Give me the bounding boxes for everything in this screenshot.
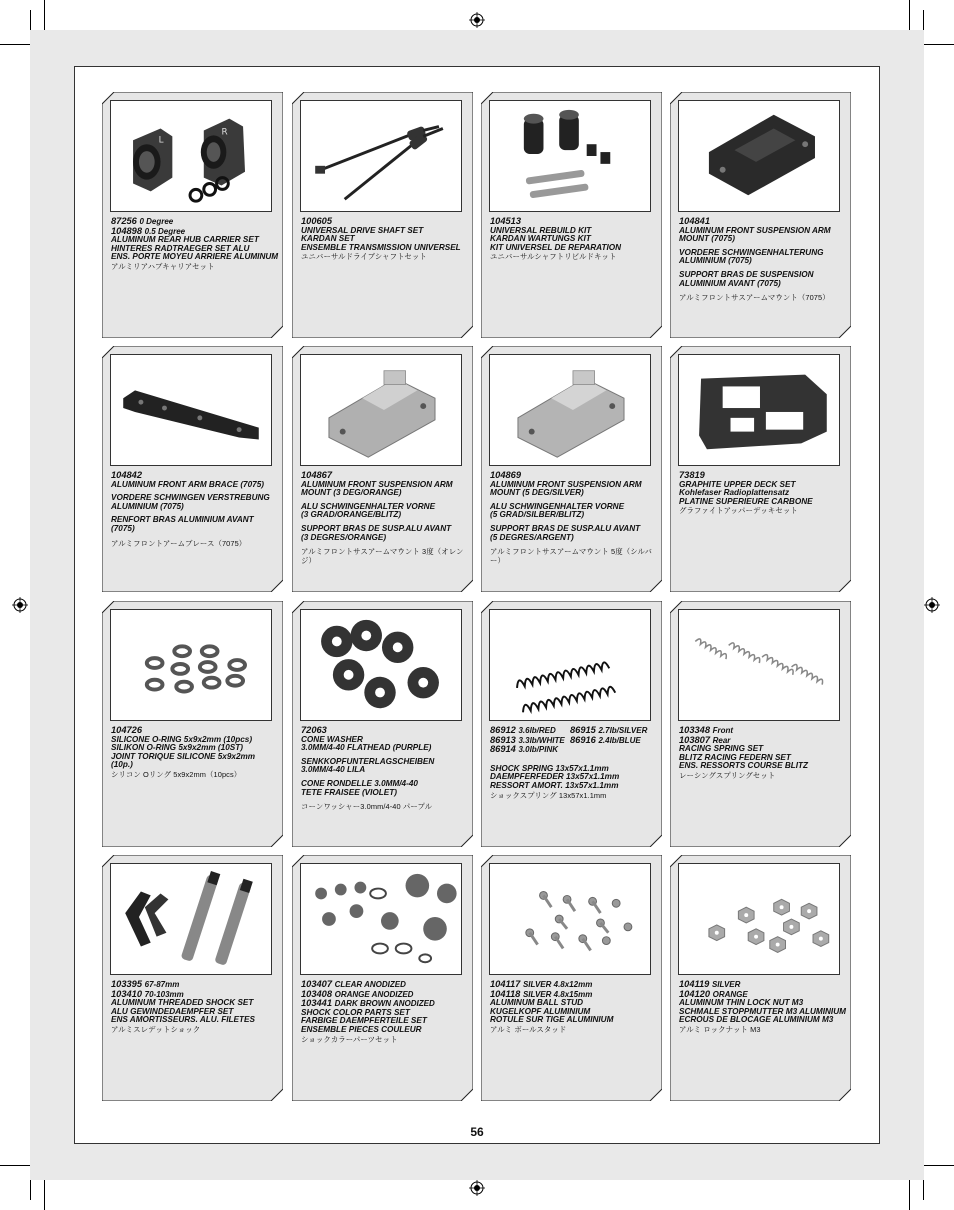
product-photo-drive-shaft (300, 100, 462, 212)
product-card (481, 346, 662, 592)
product-description: (5 DEGRES/ARGENT) (490, 532, 574, 542)
product-photo-arm-mount-3deg (300, 354, 462, 466)
product-description: TETE FRAISEE (VIOLET) (301, 787, 397, 797)
crop-mark (909, 1180, 910, 1210)
product-description: GRAPHITE UPPER DECK SET (679, 479, 796, 489)
part-number: 103410 (111, 988, 143, 999)
part-number: 104513 (490, 216, 522, 226)
product-description: ENSEMBLE TRANSMISSION UNIVERSEL (301, 242, 461, 252)
part-variant: DARK BROWN ANODIZED (334, 999, 435, 1009)
part-number: 86915 (570, 725, 596, 735)
part-number: 104841 (679, 216, 711, 226)
part-number: 100605 (301, 216, 333, 226)
product-description: SHOCK SPRING 13x57x1.1mm (490, 763, 609, 773)
product-description: UNIVERSAL DRIVE SHAFT SET (301, 225, 424, 235)
product-photo-racing-springs (678, 609, 840, 721)
part-variant: Rear (712, 735, 731, 745)
product-text (301, 726, 469, 811)
part-variant: 2.4lb/BLUE (598, 735, 641, 745)
product-description: 3.0MM/4-40 LILA (301, 765, 366, 775)
crop-mark (44, 0, 45, 30)
crop-mark (0, 1165, 30, 1166)
part-variant: SILVER (711, 980, 741, 989)
product-description: BLITZ RACING FEDERN SET (679, 752, 791, 762)
japanese-description: アルミ ボールスタッド (490, 1024, 567, 1034)
part-number: 104119 (679, 979, 710, 989)
product-description: ALU SCHWINGENHALTER VORNE (301, 501, 436, 511)
product-photo-upper-deck (678, 354, 840, 466)
page-number: 56 (470, 1125, 484, 1139)
product-photo-shock-springs (489, 609, 651, 721)
product-description: SUPPORT BRAS DE SUSP.ALU AVANT (301, 523, 452, 533)
japanese-description: シリコン Oリング 5x9x2mm（10pcs） (111, 769, 242, 779)
product-description: ALUMINUM THREADED SHOCK SET (111, 998, 254, 1008)
part-variant: 0.5 Degree (144, 226, 186, 236)
product-text (679, 217, 847, 302)
product-text (490, 980, 658, 1034)
crop-mark (924, 44, 954, 45)
part-number: 103407 (301, 979, 333, 989)
part-variant: 2.7lb/SILVER (598, 726, 648, 735)
part-variant: Front (712, 726, 734, 735)
product-description: ROTULE SUR TIGE ALUMINIUM (490, 1015, 614, 1025)
crop-mark (924, 1165, 954, 1166)
part-number: 104869 (490, 470, 522, 480)
product-description: ALU SCHWINGENHALTER VORNE (490, 501, 625, 511)
product-description: UNIVERSAL REBUILD KIT (490, 225, 592, 235)
product-description: ALUMINUM FRONT SUSPENSION ARM (301, 479, 453, 489)
part-number: 103441 (301, 998, 333, 1009)
product-card (670, 855, 851, 1101)
product-description: SHOCK COLOR PARTS SET (301, 1007, 410, 1017)
product-description: VORDERE SCHWINGEN VERSTREBUNG (111, 493, 270, 503)
product-description: SUPPORT BRAS DE SUSP.ALU AVANT (490, 523, 641, 533)
product-photo-rebuild-kit (489, 100, 651, 212)
part-variant: 67-87mm (144, 980, 180, 989)
crop-mark (30, 10, 31, 30)
part-number: 86913 (490, 734, 516, 745)
product-photo-front-arm-mount (678, 100, 840, 212)
part-number: 104726 (111, 725, 143, 735)
japanese-description: アルミスレデットショック (111, 1024, 201, 1034)
product-description: SCHMALE STOPPMUTTER M3 ALUMINIUM (679, 1006, 846, 1016)
product-text (301, 217, 469, 261)
part-number: 104118 (490, 988, 521, 999)
product-description: PLATINE SUPERIEURE CARBONE (679, 496, 813, 506)
part-variant: CLEAR ANODIZED (334, 980, 406, 989)
product-description: ENS AMORTISSEURS. ALU. FILETES (111, 1015, 255, 1025)
product-card (102, 855, 283, 1101)
product-photo-arm-brace (110, 354, 272, 466)
part-number: 103408 (301, 988, 333, 999)
product-description: (3 DEGRES/ORANGE) (301, 532, 387, 542)
crop-mark (909, 0, 910, 30)
registration-mark-icon (469, 12, 485, 28)
product-text (111, 217, 279, 271)
product-description: CONE WASHER (301, 734, 363, 744)
product-card (102, 346, 283, 592)
part-number: 103395 (111, 979, 143, 989)
part-variant: 70-103mm (144, 989, 184, 999)
product-text (679, 980, 847, 1034)
product-description: Kohlefaser Radioplattensatz (679, 488, 790, 498)
product-description: ALUMINUM BALL STUD (490, 998, 584, 1008)
part-number: 104117 (490, 979, 521, 989)
product-card (102, 92, 283, 338)
japanese-description: グラファイトアッパーデッキセット (679, 506, 798, 516)
product-text (111, 726, 279, 779)
registration-mark-icon (924, 597, 940, 613)
registration-mark-icon (12, 597, 28, 613)
product-description: ECROUS DE BLOCAGE ALUMINIUM M3 (679, 1015, 834, 1025)
product-description: RENFORT BRAS ALUMINIUM AVANT (7075) (111, 515, 254, 533)
product-description: KARDAN WARTUNGS KIT (490, 234, 591, 244)
registration-mark-icon (469, 1180, 485, 1196)
product-photo-cone-washers (300, 609, 462, 721)
product-description: SILICONE O-RING 5x9x2mm (10pcs) (111, 734, 253, 744)
part-number: 104842 (111, 470, 143, 480)
product-card (292, 92, 473, 338)
crop-mark (0, 44, 30, 45)
product-description: (3 GRAD/ORANGE/BLITZ) (301, 510, 402, 520)
product-card (481, 855, 662, 1101)
product-description: RESSORT AMORT. 13x57x1.1mm (490, 780, 619, 790)
product-card (292, 346, 473, 592)
part-variant: 0 Degree (139, 217, 174, 226)
product-text (301, 471, 469, 565)
product-description: ALU GEWINDEDAEMPFER SET (111, 1006, 234, 1016)
product-description: ALUMINUM THIN LOCK NUT M3 (679, 998, 804, 1008)
japanese-description: アルミフロントサスアームマウント 5度（シルバー） (490, 547, 653, 566)
product-text (301, 980, 469, 1044)
product-photo-threaded-shocks (110, 863, 272, 975)
product-description: ENS. PORTE MOYEU ARRIERE ALUMINUM (111, 252, 279, 262)
product-description: SUPPORT BRAS DE SUSPENSION (679, 269, 814, 279)
product-card (670, 601, 851, 847)
part-variant: ORANGE ANODIZED (334, 989, 414, 999)
product-description: JOINT TORIQUE SILICONE 5x9x2mm (10p.) (111, 751, 256, 770)
japanese-description: ユニバーサルシャフトリビルドキット (490, 252, 617, 262)
part-number: 72063 (301, 725, 327, 735)
part-number: 103348 (679, 725, 711, 735)
svg-text:R: R (221, 127, 228, 138)
product-card (102, 601, 283, 847)
part-variant: SILVER 4.8x15mm (522, 989, 593, 999)
product-description: KIT UNIVERSEL DE REPARATION (490, 242, 622, 252)
part-number-line (490, 745, 658, 755)
catalog-page (74, 66, 880, 1144)
product-card (670, 92, 851, 338)
product-description: ALUMINUM REAR HUB CARRIER SET (111, 235, 259, 245)
product-description: ALUMINIUM (7075) (679, 256, 752, 266)
product-description: (5 GRAD/SILBER/BLITZ) (490, 510, 585, 520)
product-description: ALUMINUM FRONT SUSPENSION ARM (679, 225, 831, 235)
product-photo-shock-color-parts (300, 863, 462, 975)
product-description: KARDAN SET (301, 234, 355, 244)
product-description: SILIKON O-RING 5x9x2mm (10ST) (111, 743, 243, 753)
product-card (292, 601, 473, 847)
product-description: ENSEMBLE PIECES COULEUR (301, 1024, 422, 1034)
product-description: ENS. RESSORTS COURSE BLITZ (679, 761, 809, 771)
japanese-description: アルミリアハブキャリアセット (111, 261, 215, 271)
product-description: MOUNT (5 DEG/SILVER) (490, 488, 584, 498)
japanese-description: ユニバーサルドライブシャフトセット (301, 252, 427, 262)
product-description: CONE RONDELLE 3.0MM/4-40 (301, 778, 418, 788)
japanese-description: コーンワッシャー3.0mm/4-40 パープル (301, 802, 433, 812)
product-description: ALUMINUM FRONT SUSPENSION ARM (490, 479, 642, 489)
crop-mark (30, 1180, 31, 1200)
product-text (679, 726, 847, 780)
product-text (490, 726, 658, 800)
product-description: FARBIGE DAEMPFERTEILE SET (301, 1016, 427, 1026)
product-photo-hub-carrier (110, 100, 272, 212)
part-variant: ORANGE (712, 989, 748, 999)
crop-mark (923, 10, 924, 30)
svg-text:L: L (158, 135, 164, 146)
japanese-description: アルミ ロックナット M3 (679, 1024, 761, 1034)
part-variant: 3.6lb/RED (518, 726, 556, 735)
product-description: RACING SPRING SET (679, 744, 764, 754)
part-number: 86916 (570, 734, 596, 745)
product-photo-lock-nuts (678, 863, 840, 975)
japanese-description: アルミフロントサスアームマウント 3度（オレンジ） (301, 547, 464, 566)
product-description: MOUNT (7075) (679, 234, 735, 244)
product-description: ALUMINIUM (7075) (111, 501, 184, 511)
japanese-description: ショックスプリング 13x57x1.1mm (490, 790, 607, 800)
product-text (490, 471, 658, 565)
product-card (670, 346, 851, 592)
product-description: ALUMINUM FRONT ARM BRACE (7075) (111, 479, 264, 489)
japanese-description: ショックカラーパーツセット (301, 1034, 398, 1044)
part-number-line (570, 736, 650, 746)
part-number: 86914 (490, 744, 516, 755)
part-number: 104898 (111, 225, 143, 236)
product-description: MOUNT (3 DEG/ORANGE) (301, 488, 402, 498)
part-variant: SILVER 4.8x12mm (522, 980, 593, 989)
japanese-description: レーシングスプリングセット (679, 770, 776, 780)
product-text (111, 980, 279, 1034)
part-number: 73819 (679, 470, 705, 480)
part-variant: 3.3lb/WHITE (518, 735, 565, 745)
japanese-description: アルミフロントアームブレース（7075） (111, 538, 247, 548)
product-text (111, 471, 279, 548)
part-number: 103807 (679, 734, 711, 745)
part-number: 86912 (490, 725, 516, 735)
product-card (292, 855, 473, 1101)
part-number: 87256 (111, 216, 137, 226)
product-description: DAEMPFERFEDER 13x57x1.1mm (490, 772, 620, 782)
product-description: ALUMINIUM AVANT (7075) (679, 278, 781, 288)
part-number: 104867 (301, 470, 333, 480)
crop-mark (44, 1180, 45, 1210)
product-description: KUGELKOPF ALUMINIUM (490, 1006, 591, 1016)
product-card (481, 601, 662, 847)
product-text (679, 471, 847, 515)
product-description: HINTERES RADTRAEGER SET ALU (111, 243, 250, 253)
product-description: SENKKOPFUNTERLAGSCHEIBEN (301, 756, 435, 766)
product-card (481, 92, 662, 338)
product-description: 3.0MM/4-40 FLATHEAD (PURPLE) (301, 743, 432, 753)
product-description: VORDERE SCHWINGENHALTERUNG (679, 247, 824, 257)
product-photo-arm-mount-5deg (489, 354, 651, 466)
product-photo-ball-studs (489, 863, 651, 975)
crop-mark (923, 1180, 924, 1200)
part-number: 104120 (679, 988, 711, 999)
part-variant: 3.0lb/PINK (518, 745, 559, 755)
japanese-description: アルミフロントサスアームマウント（7075） (679, 293, 830, 303)
product-text (490, 217, 658, 261)
product-photo-o-rings (110, 609, 272, 721)
